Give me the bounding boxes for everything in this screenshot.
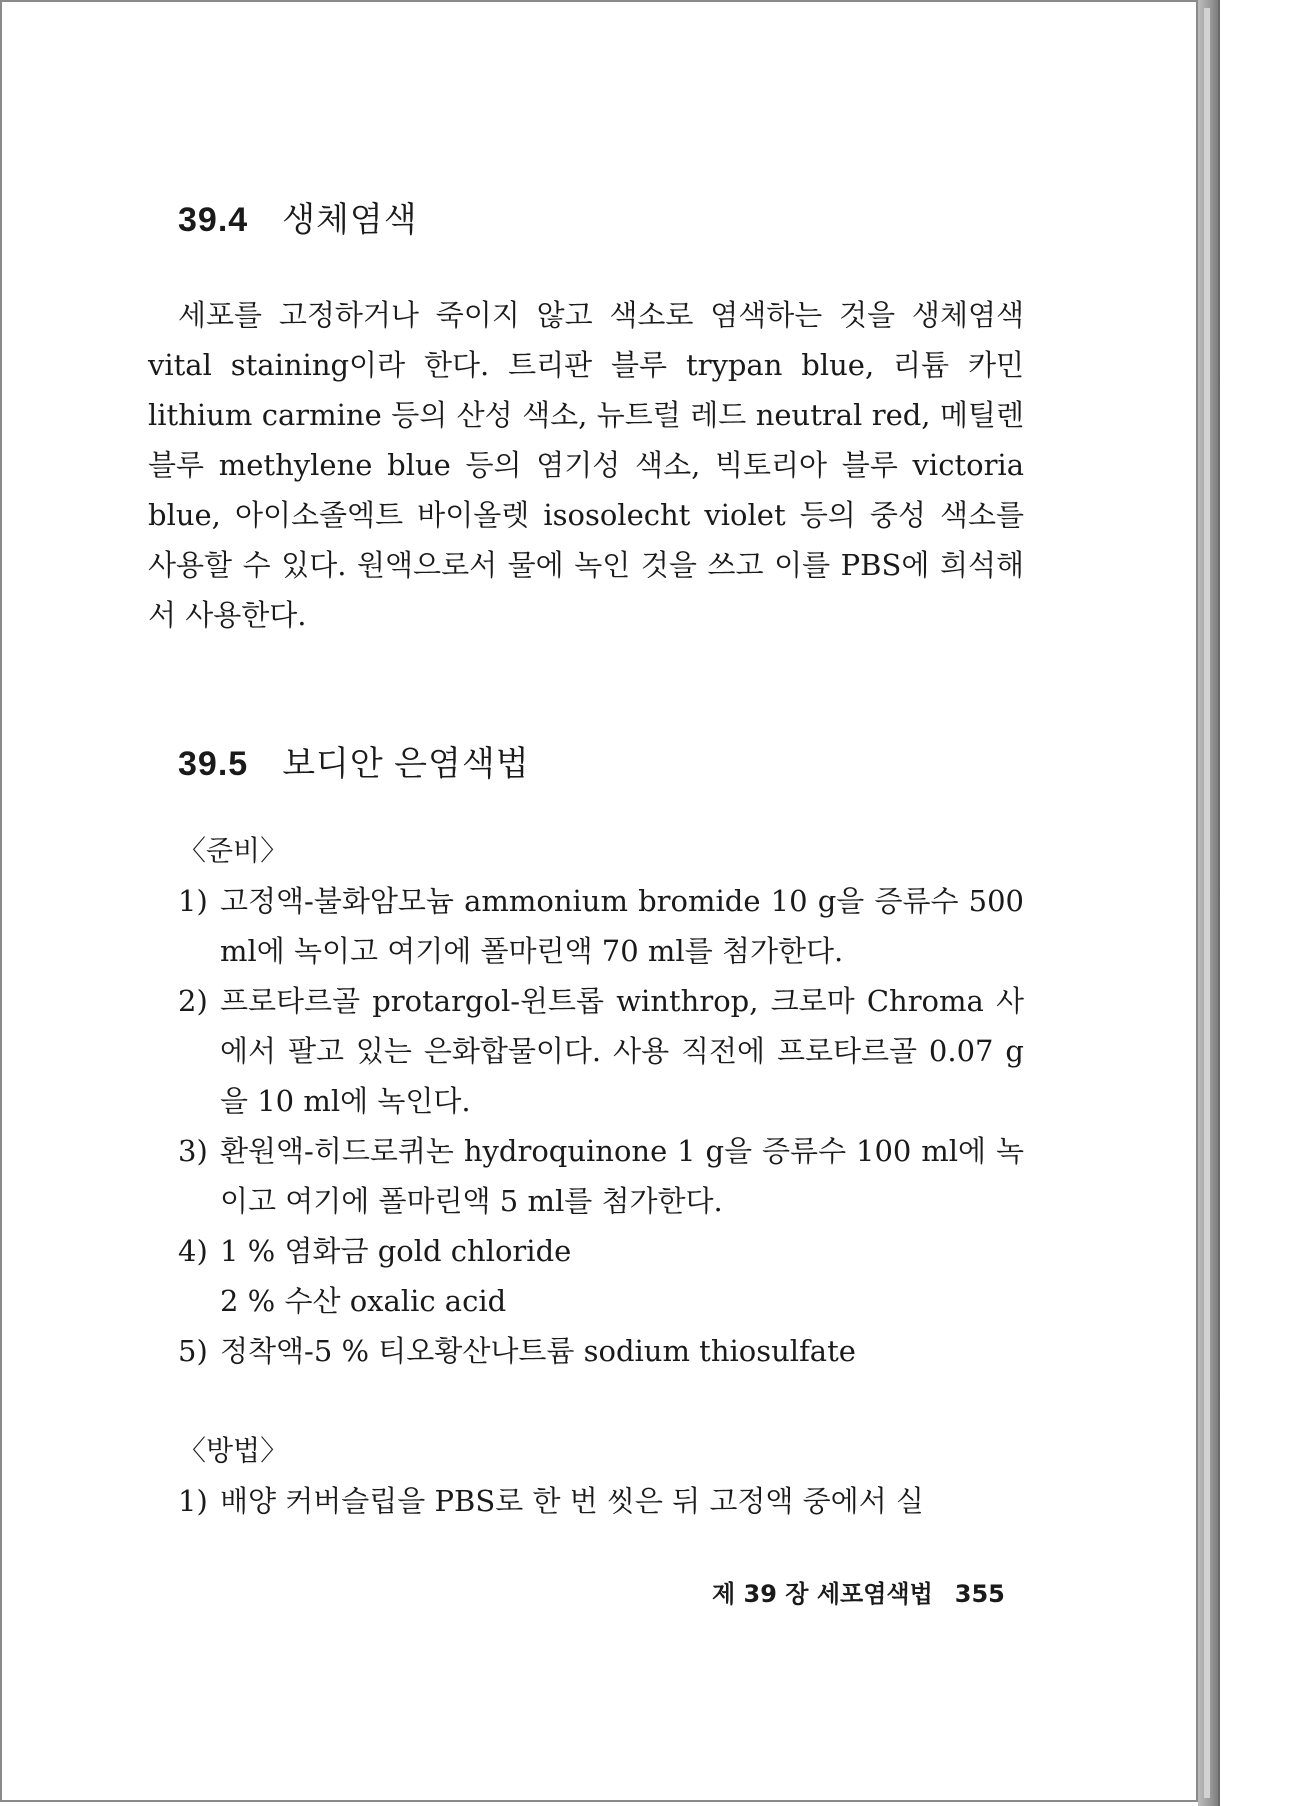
page-content	[148, 192, 1024, 1526]
page-number: 355	[954, 1580, 1005, 1608]
section-title-text: 생체염색	[282, 201, 418, 239]
method-heading: 〈방법〉	[178, 1434, 289, 1467]
section-39-5-heading	[148, 736, 1024, 796]
page-edge-highlight	[1204, 8, 1210, 1798]
section-39-4-heading	[148, 192, 1024, 252]
section-number: 39.5	[178, 745, 249, 783]
vital-staining-paragraph: 세포를 고정하거나 죽이지 않고 색소로 염색하는 것을 생체염색 vital staining이라 한다. 트리판 블루 trypan blue, 리튬 카민 lithium carmine 등의 산성 색소, 뉴트럴 레드 neutral red, 메틸렌 블루 methylene blue 등의 염기성 색소, 빅토리아 블루 victoria blue, 아이소졸엑트 바이올렛 isosolecht violet 등의 중성 색소를 사용할 수 있다. 원액으로서 물에 녹인 것을 쓰고 이를 PBS에 희석해서 사용한다.	[148, 298, 1024, 632]
list-item: 1) 고정액-불화암모늄 ammonium bromide 10 g을 증류수 500 ml에 녹이고 여기에 폴마린액 70 ml를 첨가한다.	[178, 884, 1024, 968]
list-item-continuation: 2 % 수산 oxalic acid	[220, 1284, 507, 1318]
list-item: 5) 정착액-5 % 티오황산나트륨 sodium thiosulfate	[178, 1334, 856, 1368]
list-item: 2) 프로타르골 protargol-윈트롭 winthrop, 크로마 Chroma 사에서 팔고 있는 은화합물이다. 사용 직전에 프로타르골 0.07 g을 10 ml에 녹인다.	[178, 984, 1024, 1118]
section-title-text: 보디안 은염색법	[282, 745, 530, 783]
prep-heading: 〈준비〉	[178, 834, 289, 867]
method-list	[148, 1476, 1024, 1526]
list-item: 4) 1 % 염화금 gold chloride	[178, 1234, 572, 1268]
list-item: 1) 배양 커버슬립을 PBS로 한 번 씻은 뒤 고정액 중에서 실	[178, 1484, 924, 1518]
section-number: 39.4	[178, 201, 249, 239]
page-footer	[712, 1574, 1005, 1609]
chapter-running-head: 제 39 장 세포염색법	[712, 1580, 933, 1608]
list-item: 3) 환원액-히드로퀴논 hydroquinone 1 g을 증류수 100 ml에 녹이고 여기에 폴마린액 5 ml를 첨가한다.	[178, 1134, 1024, 1218]
prep-list	[148, 876, 1024, 1376]
